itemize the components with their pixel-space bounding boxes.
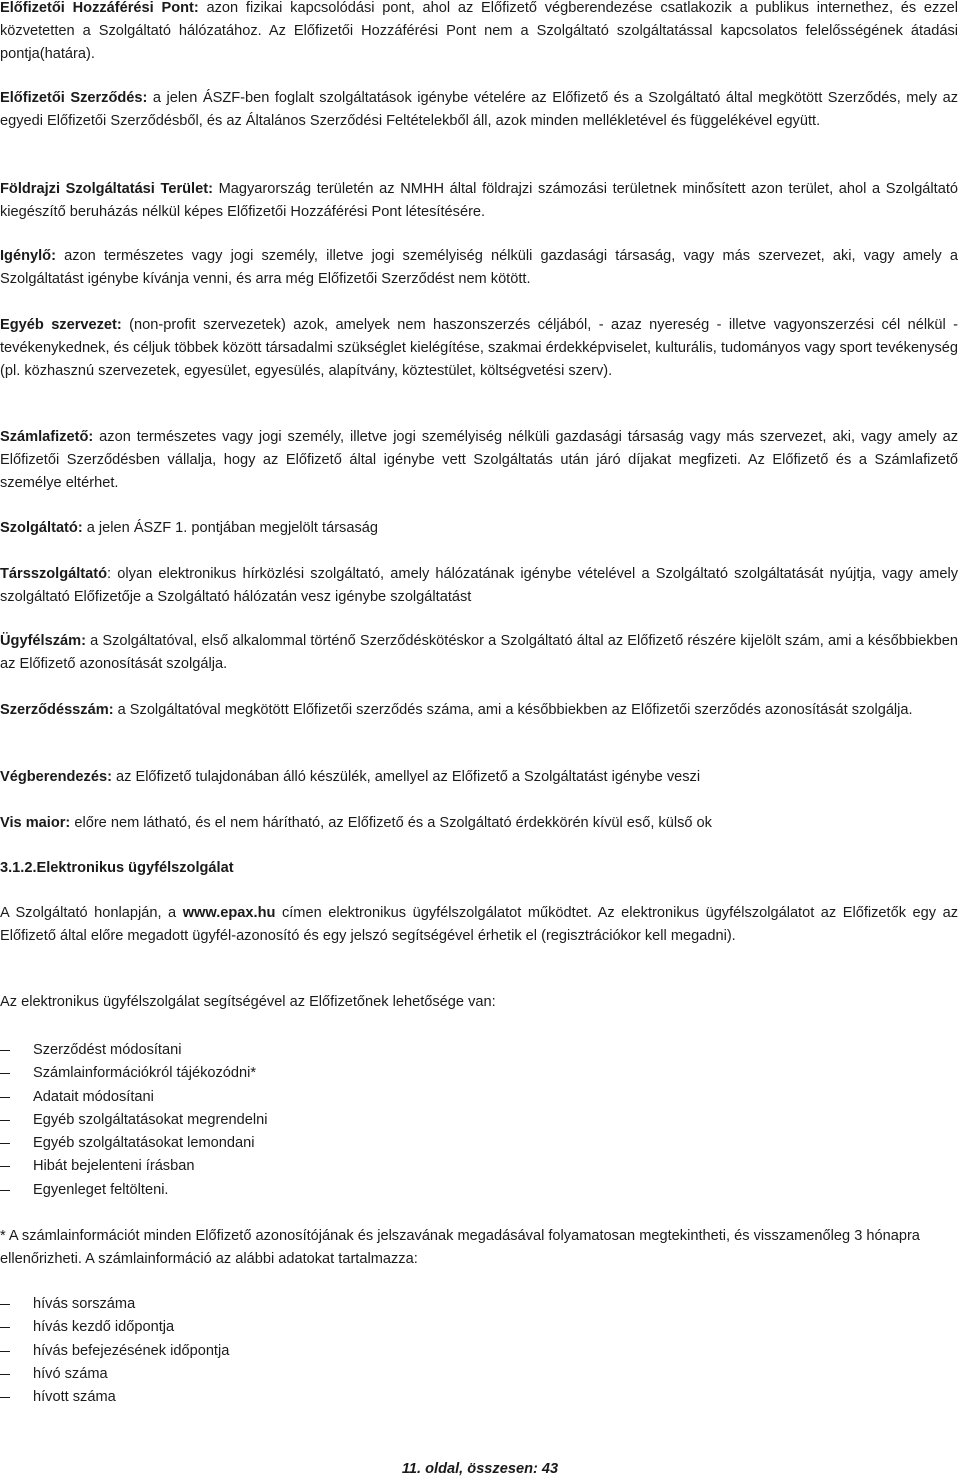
definition-text: (non-profit szervezetek) azok, amelyek nem haszonszerzés céljából, - azaz nyereség - illetve vagyonszerzési cél nélkül - tevékenykednek, és céljuk többek között társadalmi szükséglet kielégítése, szakmai érdekképviselet, kulturális, tudományos vagy sport tevékenység (pl. közhasznú szervezetek, egyesület, egyesülés, alapítvány, köztestület, költségvetési szerv). bbox=[0, 317, 958, 379]
dash-bullet-icon bbox=[0, 1374, 10, 1375]
section-heading: 3.1.2.Elektronikus ügyfélszolgálat bbox=[0, 860, 234, 876]
definition-term: Végberendezés: bbox=[0, 769, 112, 785]
list-item bbox=[0, 1155, 267, 1178]
page-footer: 11. oldal, összesen: 43 bbox=[401, 1461, 559, 1477]
definition-text: a Szolgáltatóval, első alkalommal történő Szerződéskötéskor a Szolgáltató által az Előfizető részére kijelölt szám, ami a későbbiekben az Előfizető azonosítását szolgálja. bbox=[0, 633, 958, 672]
definition-text: azon fizikai kapcsolódási pont, ahol az Előfizető végberendezése csatlakozik a publikus internethez, és ezzel közvetetten a Szolgáltató hálózatához. Az Előfizetői Hozzáférési Pont nem a Szolgáltató szolgáltatással kapcsolatos felelősségének átadási pontja(határa). bbox=[0, 0, 958, 62]
definition-paragraph bbox=[0, 630, 958, 676]
definition-paragraph bbox=[0, 245, 958, 291]
list-item bbox=[0, 1086, 267, 1109]
list-item-label: Egyéb szolgáltatásokat lemondani bbox=[33, 1135, 255, 1152]
list-item bbox=[0, 1340, 229, 1363]
definition-paragraph bbox=[0, 766, 958, 789]
ecs-options-intro: Az elektronikus ügyfélszolgálat segítségével az Előfizetőnek lehetősége van: bbox=[0, 994, 496, 1010]
list-item bbox=[0, 1039, 267, 1062]
list-item bbox=[0, 1316, 229, 1339]
definition-paragraph bbox=[0, 0, 958, 66]
definition-term: Igénylő: bbox=[0, 248, 56, 264]
list-item bbox=[0, 1293, 229, 1316]
definition-text: előre nem látható, és el nem hárítható, az Előfizető és a Szolgáltató érdekkörén kívül eső, külső ok bbox=[70, 815, 712, 831]
dash-bullet-icon bbox=[0, 1120, 10, 1121]
definition-text: Magyarország területén az NMHH által földrajzi számozási területnek minősített azon terület, ahol a Szolgáltató kiegészítő beruházás nélkül képes Előfizetői Hozzáférési Pont létesítésére. bbox=[0, 181, 959, 220]
dash-bullet-icon bbox=[0, 1190, 10, 1191]
dash-bullet-icon bbox=[0, 1397, 10, 1398]
list-item bbox=[0, 1179, 267, 1202]
definition-paragraph bbox=[0, 563, 958, 609]
dash-bullet-icon bbox=[0, 1097, 10, 1098]
list-item bbox=[0, 1062, 267, 1085]
ecs-options-list bbox=[0, 1039, 267, 1202]
list-item-label: hívás kezdő időpontja bbox=[33, 1319, 175, 1336]
ecs-intro-paragraph bbox=[0, 902, 958, 948]
list-item-label: Hibát bejelenteni írásban bbox=[33, 1158, 195, 1175]
definition-text: a Szolgáltatóval megkötött Előfizetői szerződés száma, ami a későbbiekben az Előfizetői szerződés azonosítását szolgálja. bbox=[113, 702, 913, 718]
definition-term: Vis maior: bbox=[0, 815, 71, 831]
definition-term: Számlafizető: bbox=[0, 429, 94, 445]
definition-term: Szolgáltató: bbox=[0, 520, 83, 536]
dash-bullet-icon bbox=[0, 1166, 10, 1167]
list-item-label: Számlainformációkról tájékozódni* bbox=[33, 1065, 257, 1082]
dash-bullet-icon bbox=[0, 1327, 10, 1328]
dash-bullet-icon bbox=[0, 1050, 10, 1051]
definition-paragraph bbox=[0, 87, 958, 133]
definition-paragraph bbox=[0, 699, 958, 722]
list-item bbox=[0, 1363, 229, 1386]
list-item-label: hívás sorszáma bbox=[33, 1296, 136, 1312]
definition-text: azon természetes vagy jogi személy, illetve jogi személyiség nélküli gazdasági társaság vagy más szervezet, aki, vagy amely az Előfizetői Szerződésben vállalja, hogy az Előfizető által igénybe vett Szolgáltatás után járó díjakat megfizeti. Az Előfizető és a Számlafizető személye eltérhet. bbox=[0, 429, 958, 491]
list-item bbox=[0, 1386, 229, 1409]
definition-term: Ügyfélszám: bbox=[0, 633, 86, 649]
definition-text: az Előfizető tulajdonában álló készülék, amellyel az Előfizető a Szolgáltatást igénybe veszi bbox=[111, 769, 701, 785]
list-item-label: Adatait módosítani bbox=[33, 1088, 154, 1105]
list-item-label: hívó száma bbox=[33, 1365, 108, 1382]
definition-term: Egyéb szervezet: bbox=[0, 317, 122, 333]
dash-bullet-icon bbox=[0, 1143, 10, 1144]
definition-paragraph bbox=[0, 178, 958, 224]
list-item-label: hívott száma bbox=[33, 1389, 116, 1406]
list-item-label: hívás befejezésének időpontja bbox=[33, 1342, 230, 1359]
definition-paragraph bbox=[0, 812, 958, 835]
list-item-label: Egyéb szolgáltatásokat megrendelni bbox=[33, 1111, 268, 1128]
definition-text: a jelen ÁSZF-ben foglalt szolgáltatások igénybe vételére az Előfizető és a Szolgáltató által megkötött Szerződés, mely az egyedi Előfizetői Szerződésből, és az Általános Szerződési Feltételekből áll, azok minden mellékletével és függelékével együtt. bbox=[0, 90, 958, 129]
definition-paragraph bbox=[0, 517, 958, 540]
definition-term: Előfizetői Hozzáférési Pont: bbox=[0, 0, 199, 16]
definition-term: Szerződésszám: bbox=[0, 702, 114, 718]
definition-term: Társszolgáltató bbox=[0, 566, 108, 582]
billing-note: * A számlainformációt minden Előfizető azonosítójának és jelszavának megadásával folyamatosan megtekintheti, és visszamenőleg 3 hónapra ellenőrizheti. A számlainformáció az alábbi adatokat tartalmazza: bbox=[0, 1228, 920, 1267]
list-item bbox=[0, 1109, 267, 1132]
definition-paragraph bbox=[0, 314, 958, 383]
definition-text: azon természetes vagy jogi személy, illetve jogi személyiség nélküli gazdasági társaság, vagy más szervezet, aki, vagy amely a Szolgáltatást igénybe kívánja venni, és arra még Előfizetői Szerződést nem kötött. bbox=[0, 248, 958, 287]
dash-bullet-icon bbox=[0, 1073, 10, 1074]
ecs-intro-after: címen elektronikus ügyfélszolgálatot működtet. Az elektronikus ügyfélszolgálatot az Előfizetők egy az Előfizető által előre megadott ügyfél-azonosító és egy jelszó segítségével érhetik el (regisztrációkor kell megadni). bbox=[0, 905, 958, 944]
list-item-label: Egyenleget feltölteni. bbox=[33, 1181, 169, 1198]
definition-term: Előfizetői Szerződés: bbox=[0, 90, 148, 106]
billing-items-list bbox=[0, 1293, 229, 1409]
list-item-label: Szerződést módosítani bbox=[33, 1042, 182, 1058]
definition-term: Földrajzi Szolgáltatási Terület: bbox=[0, 181, 213, 197]
dash-bullet-icon bbox=[0, 1351, 10, 1352]
definition-text: : olyan elektronikus hírközlési szolgáltató, amely hálózatának igénybe vételével a Szolgáltató szolgáltatását nyújtja, vagy amely szolgáltató Előfizetője a Szolgáltató hálózatán vesz igénybe szolgáltatást bbox=[0, 566, 958, 605]
ecs-intro-before: A Szolgáltató honlapján, a bbox=[0, 905, 183, 921]
dash-bullet-icon bbox=[0, 1304, 10, 1305]
list-item bbox=[0, 1132, 267, 1155]
definition-text: a jelen ÁSZF 1. pontjában megjelölt társaság bbox=[82, 520, 378, 536]
website-link[interactable]: www.epax.hu bbox=[182, 905, 276, 921]
definition-paragraph bbox=[0, 426, 958, 495]
